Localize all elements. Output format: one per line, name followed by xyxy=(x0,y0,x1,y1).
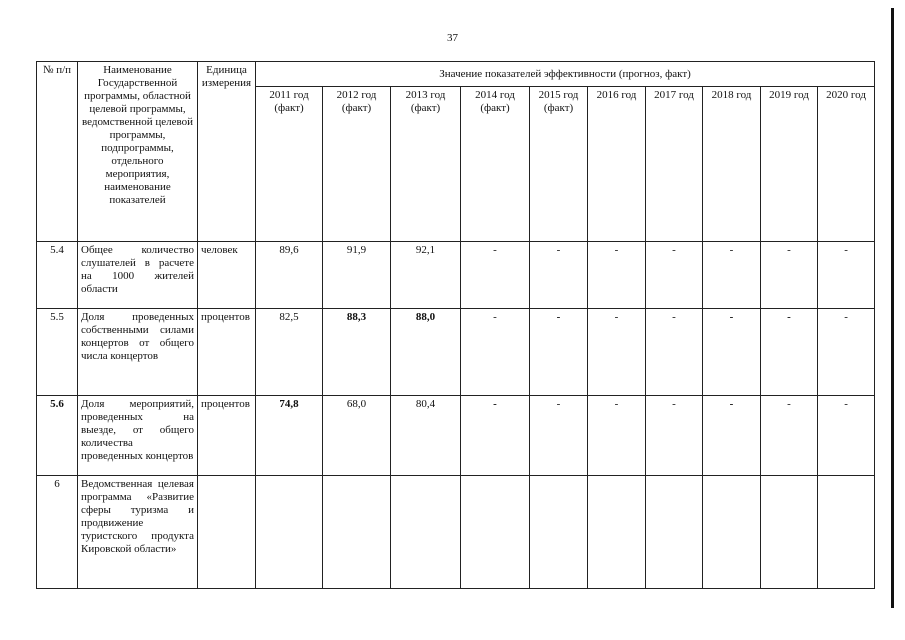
row-num: 6 xyxy=(37,476,78,589)
value-cell: 74,8 xyxy=(256,396,323,476)
header-year: 2016 год xyxy=(588,87,646,242)
header-year: 2011 год (факт) xyxy=(256,87,323,242)
row-unit: процентов xyxy=(198,309,256,396)
value-cell: - xyxy=(461,242,530,309)
value-cell: - xyxy=(703,309,761,396)
value-cell: - xyxy=(461,309,530,396)
value-cell: - xyxy=(646,242,703,309)
header-name: Наименование Государственной программы, областной целевой программы, ведомственной целевой программы, подпрограммы, отдельного мероприятия, наименование показателей xyxy=(78,62,198,242)
header-year: 2014 год (факт) xyxy=(461,87,530,242)
value-cell xyxy=(323,476,391,589)
row-name: Общее количество слушателей в расчете на 1000 жителей области xyxy=(78,242,198,309)
value-cell: - xyxy=(818,242,875,309)
header-year: 2019 год xyxy=(761,87,818,242)
value-cell xyxy=(588,476,646,589)
table-row xyxy=(37,242,875,309)
header-values-group: Значение показателей эффективности (прогноз, факт) xyxy=(256,62,875,87)
value-cell: 92,1 xyxy=(391,242,461,309)
value-cell: - xyxy=(530,396,588,476)
row-name: Доля проведенных собственными силами концертов от общего числа концертов xyxy=(78,309,198,396)
value-cell: - xyxy=(761,309,818,396)
value-cell: 91,9 xyxy=(323,242,391,309)
value-cell xyxy=(818,476,875,589)
page-number: 37 xyxy=(447,32,458,44)
value-cell: - xyxy=(703,396,761,476)
value-cell: - xyxy=(761,242,818,309)
row-unit xyxy=(198,476,256,589)
value-cell: - xyxy=(530,309,588,396)
table-row xyxy=(37,309,875,396)
row-unit: человек xyxy=(198,242,256,309)
indicators-table xyxy=(36,61,875,589)
value-cell: - xyxy=(818,396,875,476)
header-year: 2017 год xyxy=(646,87,703,242)
value-cell: - xyxy=(530,242,588,309)
value-cell: 68,0 xyxy=(323,396,391,476)
header-year: 2020 год xyxy=(818,87,875,242)
row-name: Доля мероприятий, проведенных на выезде, от общего количества проведенных концертов xyxy=(78,396,198,476)
value-cell: - xyxy=(818,309,875,396)
value-cell: 89,6 xyxy=(256,242,323,309)
value-cell xyxy=(530,476,588,589)
value-cell: - xyxy=(646,396,703,476)
margin-bar xyxy=(891,8,894,608)
header-year: 2018 год xyxy=(703,87,761,242)
value-cell: - xyxy=(646,309,703,396)
value-cell xyxy=(391,476,461,589)
value-cell: - xyxy=(703,242,761,309)
value-cell xyxy=(461,476,530,589)
value-cell: - xyxy=(588,242,646,309)
row-num: 5.4 xyxy=(37,242,78,309)
value-cell: - xyxy=(761,396,818,476)
row-unit: процентов xyxy=(198,396,256,476)
value-cell: 88,0 xyxy=(391,309,461,396)
value-cell xyxy=(703,476,761,589)
value-cell: - xyxy=(588,396,646,476)
row-name: Ведомственная целевая программа «Развитие сферы туризма и продвижение туристского продукта Кировской области» xyxy=(78,476,198,589)
table-row xyxy=(37,396,875,476)
header-num: № п/п xyxy=(37,62,78,242)
value-cell xyxy=(761,476,818,589)
value-cell: - xyxy=(461,396,530,476)
table-row xyxy=(37,476,875,589)
value-cell: - xyxy=(588,309,646,396)
value-cell xyxy=(646,476,703,589)
row-num: 5.6 xyxy=(37,396,78,476)
value-cell: 82,5 xyxy=(256,309,323,396)
value-cell: 88,3 xyxy=(323,309,391,396)
value-cell: 80,4 xyxy=(391,396,461,476)
value-cell xyxy=(256,476,323,589)
header-year: 2015 год (факт) xyxy=(530,87,588,242)
row-num: 5.5 xyxy=(37,309,78,396)
header-year: 2013 год (факт) xyxy=(391,87,461,242)
header-unit: Единица измерения xyxy=(198,62,256,242)
header-year: 2012 год (факт) xyxy=(323,87,391,242)
